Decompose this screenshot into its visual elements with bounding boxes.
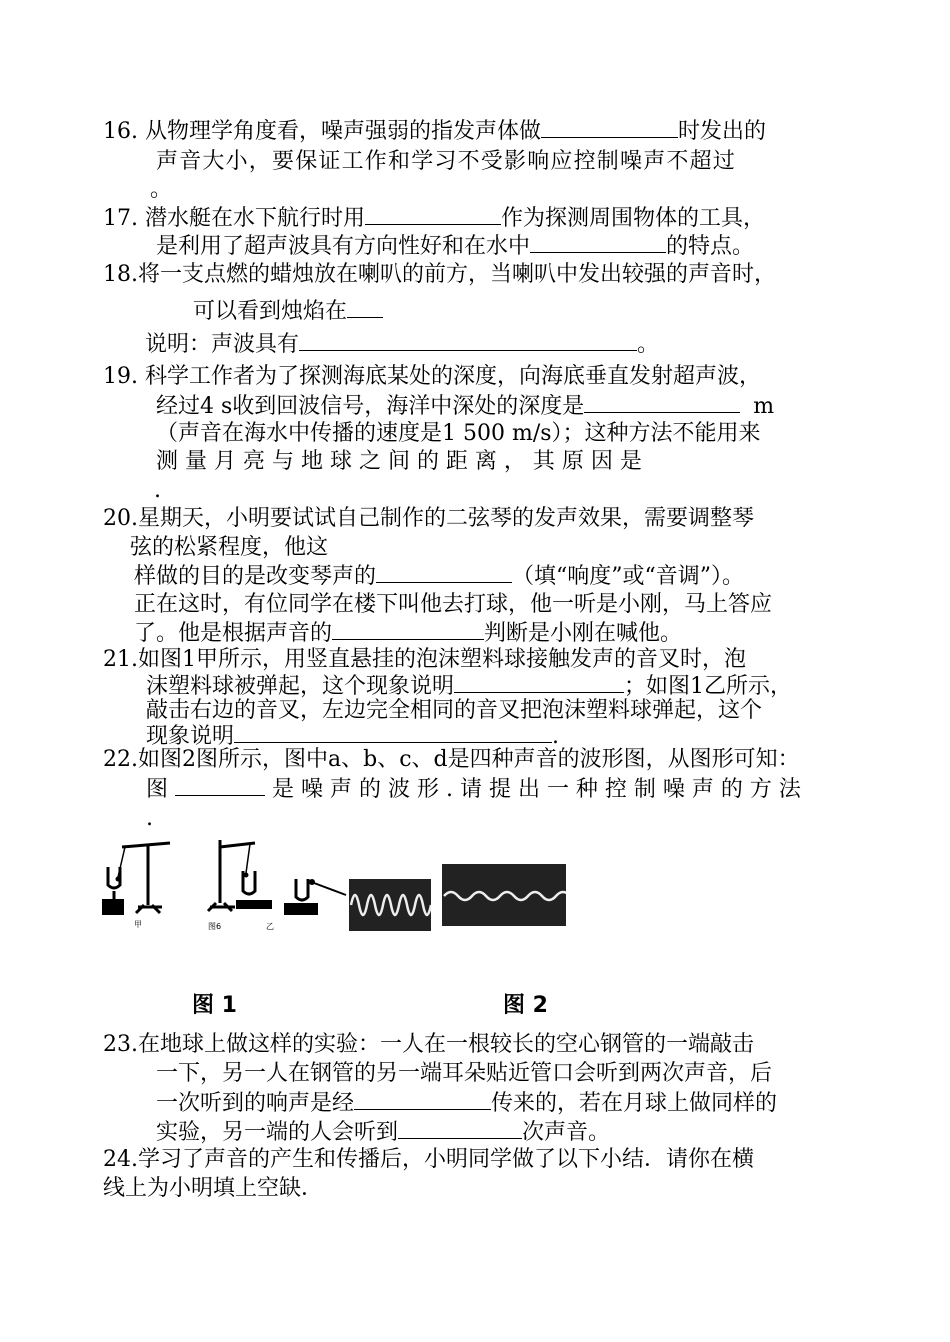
figure-2-waveform-a xyxy=(349,879,431,931)
q22-blank-1[interactable] xyxy=(175,775,265,796)
q21-blank-1[interactable] xyxy=(454,672,624,693)
q16-number: 16. xyxy=(103,119,138,144)
q19-blank-1[interactable] xyxy=(584,392,740,413)
q19-line4: 测 量 月 亮 与 地 球 之 间 的 距 离 ， 其 原 因 是 xyxy=(156,449,642,474)
q17-blank-1[interactable] xyxy=(365,204,501,225)
q18-blank-2[interactable] xyxy=(299,330,637,351)
q19-line3: （声音在海水中传播的速度是1 500 m/s）；这种方法不能用来 xyxy=(156,421,761,446)
figure-2-waveform-b xyxy=(442,864,566,926)
q19-line2: 经过4 s收到回波信号，海洋中深处的深度是 m xyxy=(156,394,775,419)
q23-line2: 一下，另一人在钢管的另一端耳朵贴近管口会听到两次声音，后 xyxy=(156,1061,773,1086)
q18-line3: 说明：声波具有 。 xyxy=(145,332,660,357)
q19-line5: . xyxy=(154,478,161,503)
q22-line3: . xyxy=(146,806,153,831)
q20-line1: 20.星期天，小明要试试自己制作的二弦琴的发声效果，需要调整琴 xyxy=(103,506,755,531)
q20-line3: 样做的目的是改变琴声的 （填“响度”或“音调”）。 xyxy=(134,564,745,589)
q24-line2: 线上为小明填上空缺． xyxy=(103,1176,324,1201)
q20-line5: 了。他是根据声音的 判断是小刚在喊他。 xyxy=(134,621,683,646)
q16-line3: 。 xyxy=(150,177,173,202)
q20-line2: 弦的松紧程度，他这 xyxy=(130,535,329,560)
q17-line1: 17. 潜水艇在水下航行时用 作为探测周围物体的工具， xyxy=(103,206,766,231)
q23-blank-2[interactable] xyxy=(398,1118,522,1139)
figure-1-tuning-fork-illustration xyxy=(100,835,350,935)
q21-blank-2[interactable] xyxy=(234,722,552,743)
q16-line1: 16. 从物理学角度看，噪声强弱的指发声体做 时发出的 xyxy=(103,119,767,144)
q22-line1: 22.如图2图所示，图中a、b、c、d是四种声音的波形图，从图形可知： xyxy=(103,747,800,772)
q18-line1: 18.将一支点燃的蜡烛放在喇叭的前方，当喇叭中发出较强的声音时， xyxy=(103,262,777,287)
q18-line2: 可以看到烛焰在 xyxy=(193,297,383,326)
q23-line1: 23.在地球上做这样的实验：一人在一根较长的空心钢管的一端敲击 xyxy=(103,1032,755,1057)
figure-2-caption: 图 2 xyxy=(503,993,548,1018)
q23-line3: 一次听到的响声是经 传来的，若在月球上做同样的 xyxy=(156,1091,778,1116)
q17-blank-2[interactable] xyxy=(530,232,666,253)
q24-line1: 24.学习了声音的产生和传播后，小明同学做了以下小结．请你在横 xyxy=(103,1147,755,1172)
q22-line2: 图 是 噪 声 的 波 形 . 请 提 出 一 种 控 制 噪 声 的 方 法 xyxy=(146,777,801,802)
q21-line2: 沫塑料球被弹起，这个现象说明 ；如图1乙所示， xyxy=(146,674,793,699)
q20-line4: 正在这时，有位同学在楼下叫他去打球，他一听是小刚，马上答应 xyxy=(134,592,773,617)
figure-label-yi: 乙 xyxy=(266,922,274,931)
q21-line4: 现象说明 . xyxy=(146,724,560,749)
q20-blank-1[interactable] xyxy=(376,562,512,583)
q21-line3: 敲击右边的音叉，左边完全相同的音叉把泡沫塑料球弹起，这个 xyxy=(146,698,763,723)
q23-line4: 实验，另一端的人会听到 次声音。 xyxy=(156,1120,611,1145)
q16-line2: 声音大小，要保证工作和学习不受影响应控制噪声不超过 xyxy=(156,149,737,174)
q19-line1: 19. 科学工作者为了探测海底某处的深度，向海底垂直发射超声波， xyxy=(103,364,762,389)
figure-1-caption: 图 1 xyxy=(192,993,237,1018)
figure-label-jia: 甲 xyxy=(134,920,142,929)
figure-label-fig6: 图6 xyxy=(208,922,222,931)
q17-line2: 是利用了超声波具有方向性好和在水中 的特点。 xyxy=(156,234,755,259)
q21-line1: 21.如图1甲所示，用竖直悬挂的泡沫塑料球接触发声的音叉时，泡 xyxy=(103,647,746,672)
q20-blank-2[interactable] xyxy=(332,619,484,640)
q18-blank-1[interactable] xyxy=(347,297,383,318)
q16-blank-1[interactable] xyxy=(541,117,678,138)
q23-blank-1[interactable] xyxy=(354,1089,491,1110)
